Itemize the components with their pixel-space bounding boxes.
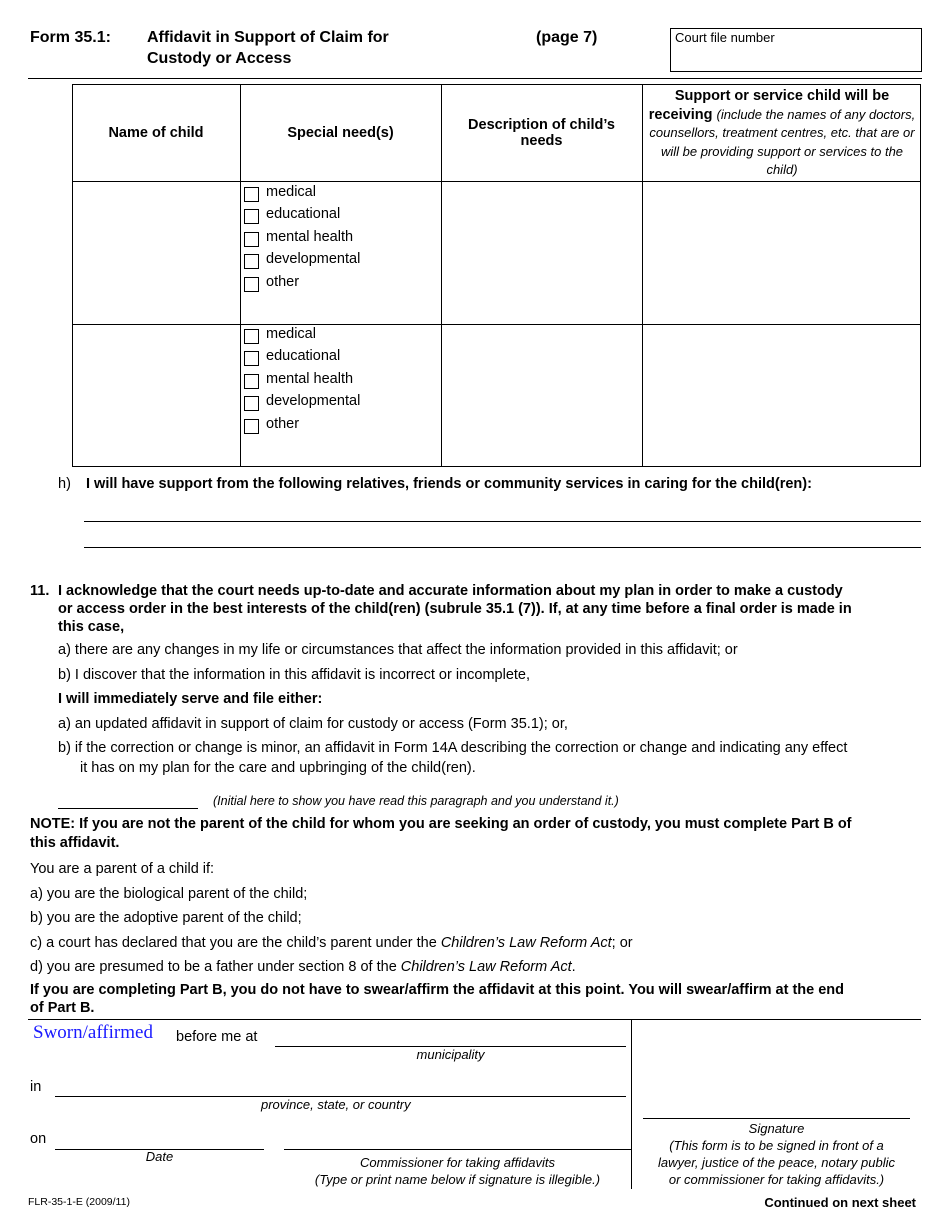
signature-note: or commissioner for taking affidavits.) bbox=[668, 1172, 885, 1187]
checkbox-label: developmental bbox=[266, 393, 361, 410]
commissioner-label: Commissioner for taking affidavits bbox=[359, 1155, 556, 1170]
header-rule bbox=[28, 78, 922, 79]
header-support bbox=[648, 88, 916, 180]
description-input[interactable] bbox=[442, 182, 641, 323]
signature-note: (This form is to be signed in front of a bbox=[669, 1138, 884, 1153]
initial-line[interactable] bbox=[58, 808, 198, 809]
section-11-text: this case, bbox=[58, 619, 125, 635]
checkbox-label: other bbox=[266, 415, 300, 432]
act-name: Children’s Law Reform Act bbox=[440, 935, 612, 951]
checkbox-label: mental health bbox=[266, 370, 354, 387]
checkbox-label: mental health bbox=[266, 228, 354, 245]
child-name-input[interactable] bbox=[73, 325, 239, 466]
part-b-note: If you are completing Part B, you do not have to swear/affirm the affidavit at this point. You will swear/affirm at the end bbox=[30, 982, 845, 998]
parent-a: a) you are the biological parent of the child; bbox=[30, 886, 308, 902]
section-11-number: 11. bbox=[30, 583, 50, 599]
section-11-b2: b) if the correction or change is minor, an affidavit in Form 14A describing the correction or change and indicating any effect bbox=[58, 740, 848, 756]
checkbox-label: other bbox=[266, 273, 300, 290]
section-11-a: a) there are any changes in my life or circumstances that affect the information provided in this affidavit; or bbox=[58, 642, 738, 658]
checkbox-other[interactable] bbox=[244, 277, 259, 292]
section-11-text: I acknowledge that the court needs up-to-date and accurate information about my plan in order to make a custody bbox=[58, 583, 843, 599]
parent-d-end: . bbox=[571, 959, 576, 975]
header-support-note: (include the names of any doctors, counsellors, treatment centres, etc. that are or will be providing support or services to the child) bbox=[649, 106, 916, 177]
checkbox-other[interactable] bbox=[244, 419, 259, 434]
court-file-label: Court file number bbox=[675, 30, 775, 45]
date-label: Date bbox=[145, 1149, 174, 1164]
form-code: FLR-35-1-E (2009/11) bbox=[28, 1196, 130, 1208]
support-input[interactable] bbox=[643, 325, 920, 466]
parent-c-text: c) a court has declared that you are the child’s parent under the bbox=[30, 935, 441, 951]
checkbox-label: medical bbox=[266, 326, 316, 342]
section-11-b: b) I discover that the information in this affidavit is incorrect or incomplete, bbox=[58, 667, 531, 683]
parent-c bbox=[30, 935, 633, 951]
header-description: Description of child’s needs bbox=[468, 116, 615, 149]
before-me-label: before me at bbox=[176, 1029, 258, 1045]
jurat-divider bbox=[631, 1019, 632, 1189]
parent-b: b) you are the adoptive parent of the child; bbox=[30, 910, 302, 926]
province-label: province, state, or country bbox=[261, 1097, 411, 1112]
note-text: this affidavit. bbox=[30, 835, 120, 851]
description-input[interactable] bbox=[442, 325, 641, 466]
signature-label: Signature bbox=[748, 1121, 805, 1136]
signature-line[interactable] bbox=[643, 1118, 910, 1119]
parent-d-text: d) you are presumed to be a father under section 8 of the bbox=[30, 959, 401, 975]
signature-note: lawyer, justice of the peace, notary public bbox=[657, 1155, 896, 1170]
checkbox-label: educational bbox=[266, 348, 341, 365]
parent-intro: You are a parent of a child if: bbox=[30, 861, 215, 877]
continued-note: Continued on next sheet bbox=[764, 1195, 916, 1210]
initial-note: (Initial here to show you have read this paragraph and you understand it.) bbox=[213, 794, 619, 808]
section-11-serve: I will immediately serve and file either: bbox=[58, 691, 323, 707]
support-line-2[interactable] bbox=[84, 547, 921, 548]
support-input[interactable] bbox=[643, 182, 920, 323]
parent-d bbox=[30, 959, 576, 975]
child-name-input[interactable] bbox=[73, 182, 239, 323]
checkbox-educational[interactable] bbox=[244, 351, 259, 366]
note-text: NOTE: If you are not the parent of the child for whom you are seeking an order of custody, you must complete Part B of bbox=[30, 816, 852, 832]
commissioner-line[interactable] bbox=[284, 1149, 631, 1150]
checkbox-developmental[interactable] bbox=[244, 254, 259, 269]
section-h-text: I will have support from the following relatives, friends or community services in caring for the child(ren): bbox=[86, 476, 812, 492]
checkbox-medical[interactable] bbox=[244, 329, 259, 344]
municipality-label: municipality bbox=[416, 1047, 485, 1062]
commissioner-note: (Type or print name below if signature is illegible.) bbox=[314, 1172, 601, 1187]
page-number: (page 7) bbox=[536, 29, 598, 46]
sworn-affirmed-label: Sworn/affirmed bbox=[33, 1022, 153, 1043]
checkbox-mental-health[interactable] bbox=[244, 232, 259, 247]
form-title-1: Affidavit in Support of Claim for bbox=[147, 29, 389, 46]
checkbox-developmental[interactable] bbox=[244, 396, 259, 411]
section-11-b2-cont: it has on my plan for the care and upbringing of the child(ren). bbox=[80, 760, 476, 776]
form-title-2: Custody or Access bbox=[147, 50, 292, 67]
form-number: Form 35.1: bbox=[30, 29, 111, 46]
section-11-text: or access order in the best interests of the child(ren) (subrule 35.1 (7)). If, at any time before a final order is made in bbox=[58, 601, 852, 617]
section-h-letter: h) bbox=[58, 476, 71, 492]
parent-c-end: ; or bbox=[611, 935, 633, 951]
checkbox-medical[interactable] bbox=[244, 187, 259, 202]
court-file-number-field[interactable] bbox=[670, 28, 922, 72]
jurat-rule bbox=[28, 1019, 921, 1020]
in-label: in bbox=[30, 1079, 42, 1095]
checkbox-mental-health[interactable] bbox=[244, 374, 259, 389]
part-b-note: of Part B. bbox=[30, 1000, 95, 1016]
section-11-a2: a) an updated affidavit in support of claim for custody or access (Form 35.1); or, bbox=[58, 716, 568, 732]
support-line-1[interactable] bbox=[84, 521, 921, 522]
header-support-title: Support or service child will be receiving bbox=[648, 88, 890, 123]
header-name-of-child: Name of child bbox=[108, 124, 204, 141]
checkbox-label: educational bbox=[266, 206, 341, 223]
checkbox-label: developmental bbox=[266, 251, 361, 268]
checkbox-educational[interactable] bbox=[244, 209, 259, 224]
on-label: on bbox=[30, 1131, 47, 1147]
act-name: Children’s Law Reform Act bbox=[400, 959, 572, 975]
checkbox-label: medical bbox=[266, 184, 316, 200]
header-special-needs: Special need(s) bbox=[287, 124, 394, 141]
